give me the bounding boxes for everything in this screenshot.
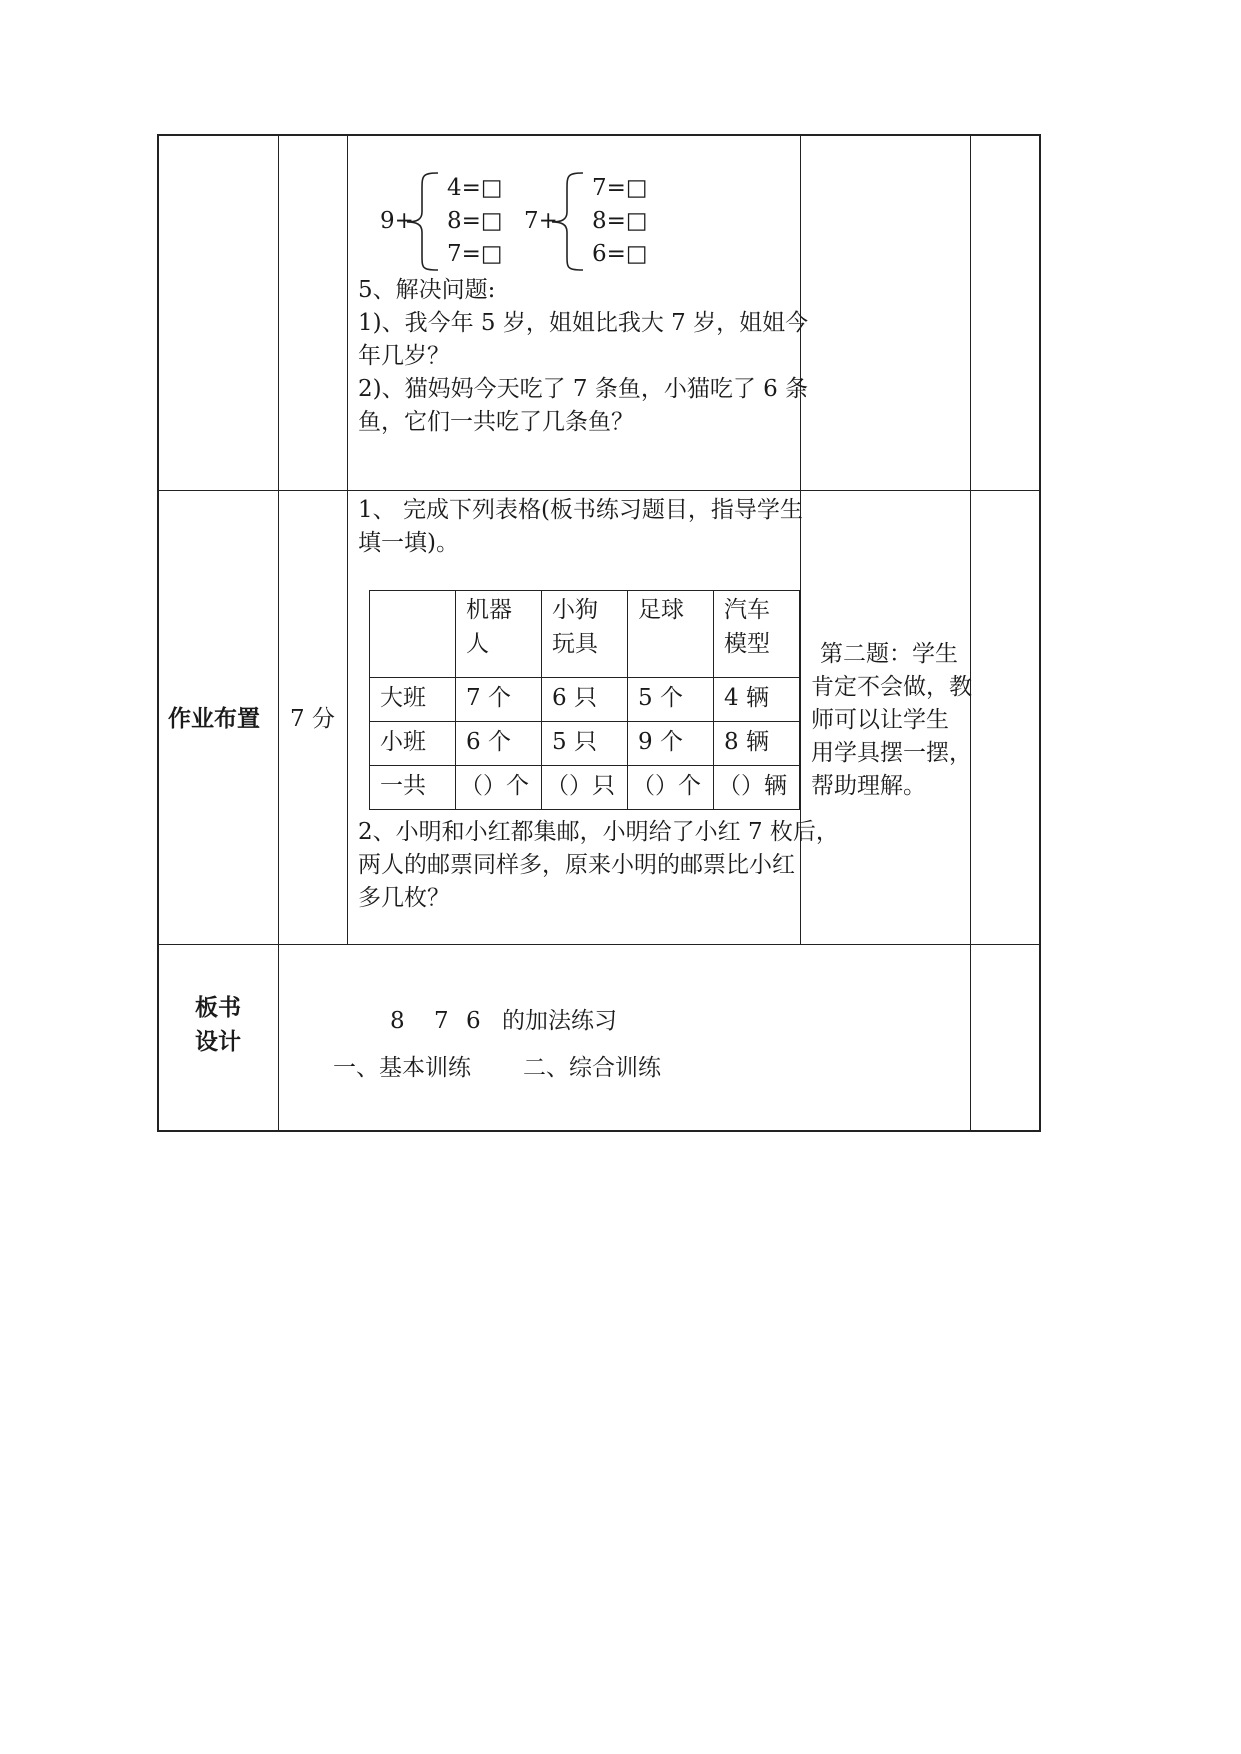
teacher-note-line: 肯定不会做，教 — [811, 674, 972, 700]
teacher-note-line: 师可以让学生 — [811, 707, 949, 733]
question1-line: 年几岁？ — [358, 343, 450, 369]
table-cell: （）只 — [546, 773, 615, 799]
task2-line: 多几枚？ — [358, 885, 450, 911]
table-cell: 5 只 — [552, 729, 597, 755]
board-design-label: 板书 — [195, 995, 241, 1021]
teacher-note-line: 帮助理解。 — [811, 773, 926, 799]
table-cell: 9 个 — [638, 729, 683, 755]
table-cell: 7 个 — [466, 685, 511, 711]
table-cell: （）个 — [460, 773, 529, 799]
table-cell: （）辆 — [718, 773, 787, 799]
table-header: 小狗 — [552, 597, 598, 623]
board-design-label: 设计 — [195, 1029, 241, 1055]
group2-item: 6=□ — [592, 241, 648, 267]
task2-line: 两人的邮票同样多，原来小明的邮票比小红 — [358, 852, 795, 878]
homework-label: 作业布置 — [168, 706, 260, 732]
question2-line: 2)、猫妈妈今天吃了 7 条鱼，小猫吃了 6 条 — [358, 376, 809, 402]
table-cell: 6 只 — [552, 685, 597, 711]
board-title-number: 6 — [466, 1008, 481, 1034]
table-cell: 5 个 — [638, 685, 683, 711]
table-cell: 小班 — [380, 729, 426, 755]
board-title-text: 的加法练习 — [502, 1008, 617, 1034]
teacher-note-line: 用学具摆一摆， — [811, 740, 972, 766]
group1-item: 4=□ — [447, 175, 503, 201]
task1-line: 填一填)。 — [358, 530, 459, 556]
table-cell: 8 辆 — [724, 729, 769, 755]
task2-line: 2、小明和小红都集邮，小明给了小红 7 枚后， — [358, 819, 839, 845]
teacher-note-line: 第二题：学生 — [820, 641, 958, 667]
table-cell: 4 辆 — [724, 685, 769, 711]
section5-title: 5、解决问题: — [358, 277, 496, 303]
board-item: 二、综合训练 — [523, 1055, 661, 1081]
table-cell: （）个 — [632, 773, 701, 799]
table-header: 足球 — [638, 597, 684, 623]
question1-line: 1)、我今年 5 岁，姐姐比我大 7 岁，姐姐今 — [358, 310, 809, 336]
table-header: 模型 — [724, 631, 770, 657]
group2-item: 7=□ — [592, 175, 648, 201]
board-title-number: 7 — [434, 1008, 449, 1034]
task1-line: 1、 完成下列表格(板书练习题目，指导学生 — [358, 497, 803, 523]
question2-line: 鱼，它们一共吃了几条鱼？ — [358, 409, 634, 435]
table-cell: 大班 — [380, 685, 426, 711]
table-header: 汽车 — [724, 597, 770, 623]
table-header: 玩具 — [552, 631, 598, 657]
homework-time: 7 分 — [290, 706, 335, 732]
table-cell: 一共 — [380, 773, 426, 799]
group2-lhs: 7+ — [524, 208, 558, 234]
table-header: 机器 — [466, 597, 512, 623]
group1-item: 7=□ — [447, 241, 503, 267]
group1-item: 8=□ — [447, 208, 503, 234]
board-item: 一、基本训练 — [333, 1055, 471, 1081]
group2-item: 8=□ — [592, 208, 648, 234]
group1-lhs: 9+ — [380, 208, 414, 234]
board-title-number: 8 — [390, 1008, 405, 1034]
table-cell: 6 个 — [466, 729, 511, 755]
table-header: 人 — [466, 631, 489, 657]
